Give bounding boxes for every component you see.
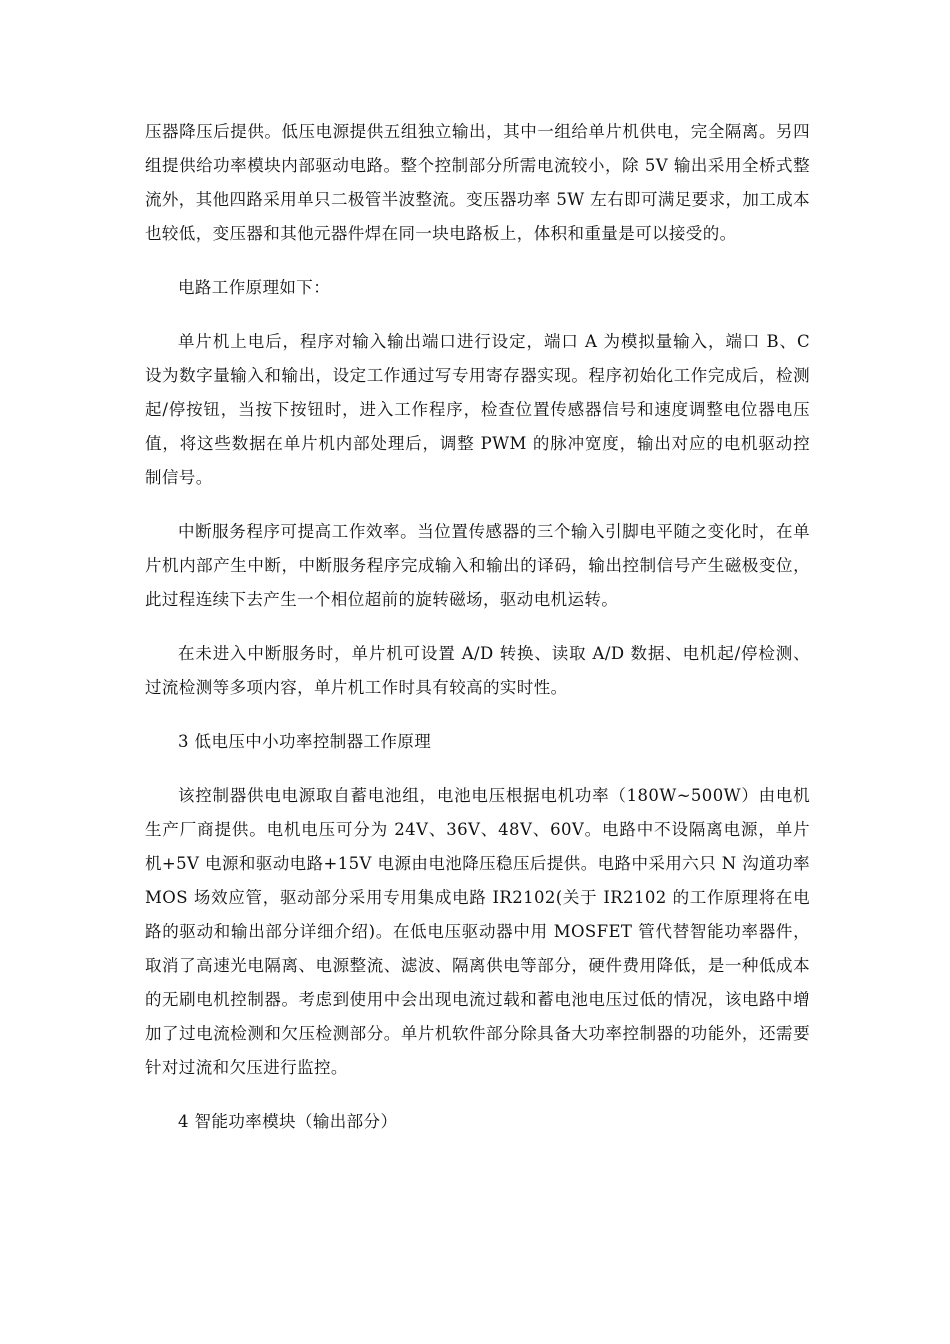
document-body [145, 115, 810, 1139]
section-heading-4: 4 智能功率模块（输出部分） [178, 1112, 398, 1131]
paragraph-mcu-startup: 单片机上电后，程序对输入输出端口进行设定，端口 A 为模拟量输入，端口 B、C 设为数字量输入和输出，设定工作通过写专用寄存器实现。程序初始化工作完成后，检测起/停按钮，当按下按钮时，进入工作程序，检查位置传感器信号和速度调整电位器电压值，将这些数据在单片机内部处理后，调整 PWM 的脉冲宽度，输出对应的电机驱动控制信号。 [145, 332, 810, 487]
paragraph-power-supply: 压器降压后提供。低压电源提供五组独立输出，其中一组给单片机供电，完全隔离。另四组提供给功率模块内部驱动电路。整个控制部分所需电流较小，除 5V 输出采用全桥式整流外，其他四路采用单只二极管半波整流。变压器功率 5W 左右即可满足要求，加工成本也较低，变压器和其他元器件焊在同一块电路板上，体积和重量是可以接受的。 [145, 122, 810, 243]
section-heading-3: 3 低电压中小功率控制器工作原理 [178, 732, 432, 751]
paragraph-interrupt-service: 中断服务程序可提高工作效率。当位置传感器的三个输入引脚电平随之变化时，在单片机内部产生中断，中断服务程序完成输入和输出的译码，输出控制信号产生磁极变位，此过程连续下去产生一个相位超前的旋转磁场，驱动电机运转。 [145, 522, 810, 609]
paragraph-low-voltage-controller: 该控制器供电电源取自蓄电池组，电池电压根据电机功率（180W~500W）由电机生产厂商提供。电机电压可分为 24V、36V、48V、60V。电路中不设隔离电源，单片机+5V 电源和驱动电路+15V 电源由电池降压稳压后提供。电路中采用六只 N 沟道功率 MOS 场效应管，驱动部分采用专用集成电路 IR2102(关于 IR2102 的工作原理将在电路的驱动和输出部分详细介绍)。在低电压驱动器中用 MOSFET 管代替智能功率器件，取消了高速光电隔离、电源整流、滤波、隔离供电等部分，硬件费用降低，是一种低成本的无刷电机控制器。考虑到使用中会出现电流过载和蓄电池电压过低的情况，该电路中增加了过电流检测和欠压检测部分。单片机软件部分除具备大功率控制器的功能外，还需要针对过流和欠压进行监控。 [145, 786, 810, 1077]
paragraph-non-interrupt: 在未进入中断服务时，单片机可设置 A/D 转换、读取 A/D 数据、电机起/停检测、过流检测等多项内容，单片机工作时具有较高的实时性。 [145, 644, 810, 697]
paragraph-circuit-intro: 电路工作原理如下： [178, 278, 331, 297]
